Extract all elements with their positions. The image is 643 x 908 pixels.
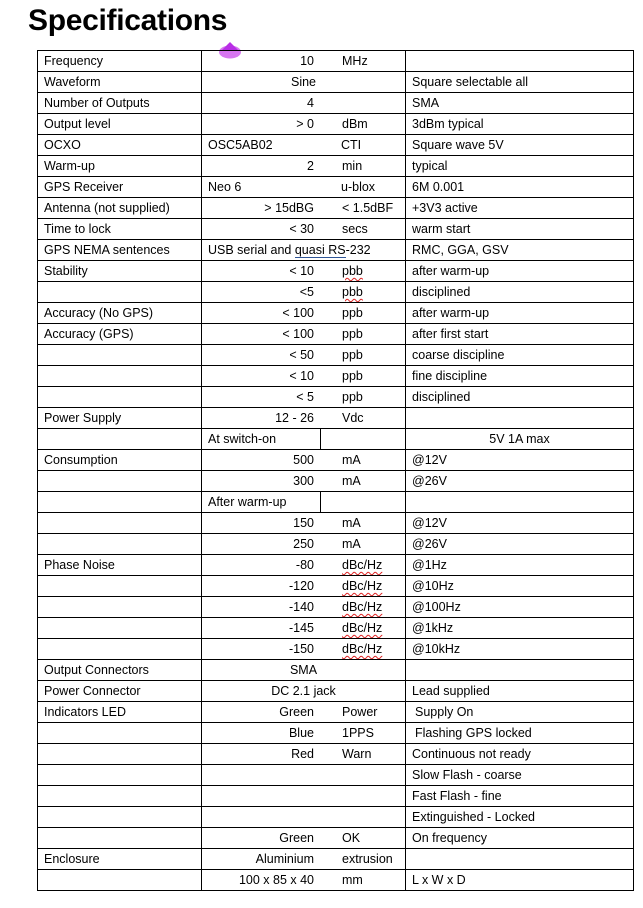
spec-value-cell [202,114,406,135]
spec-note: @12V [406,513,634,534]
spec-label: GPS NEMA sentences [38,240,202,261]
spec-note: after warm-up [406,303,634,324]
spec-label [38,786,202,807]
table-row [38,555,634,576]
table-row [38,807,634,828]
spec-condition: After warm-up [202,492,321,512]
spec-label [38,387,202,408]
spec-unit [314,600,405,614]
spec-note: after warm-up [406,261,634,282]
spec-note: 3dBm typical [406,114,634,135]
spec-value: USB serial and quasi RS-232 [208,243,371,257]
spec-value-cell [202,765,406,786]
table-row [38,408,634,429]
spec-label [38,807,202,828]
spec-note: @10kHz [406,639,634,660]
spec-value-cell [202,219,406,240]
spec-label [38,765,202,786]
table-row [38,156,634,177]
spec-label: Stability [38,261,202,282]
spec-value-cell [202,597,406,618]
spec-value: Red [291,747,314,761]
spec-label: Antenna (not supplied) [38,198,202,219]
spec-label [38,576,202,597]
table-row [38,660,634,681]
spec-value: < 100 [282,327,314,341]
spec-label [38,597,202,618]
spec-label [38,345,202,366]
spec-value: OSC5AB02 [208,138,273,152]
spec-value: Sine [290,75,317,89]
spec-value-cell [202,471,406,492]
spec-value: < 10 [289,369,314,383]
spec-label [38,870,202,891]
spec-note: @26V [406,534,634,555]
spec-value-cell [202,240,406,261]
spec-label [38,366,202,387]
spec-note [406,51,634,72]
table-row [38,324,634,345]
spec-unit [314,642,405,656]
spec-note [406,408,634,429]
spec-value-cell [202,786,406,807]
spec-condition: At switch-on [202,429,321,449]
spec-note: Slow Flash - coarse [406,765,634,786]
spec-value-cell [202,450,406,471]
spec-value: <5 [299,285,314,299]
spec-value-cell [202,345,406,366]
spec-note: SMA [406,93,634,114]
spec-unit: dBm [342,117,368,131]
table-row [38,51,634,72]
spec-value: DC 2.1 jack [271,684,336,698]
table-row [38,786,634,807]
table-row [38,366,634,387]
spec-note: 6M 0.001 [406,177,634,198]
spec-value-cell [202,72,406,93]
table-row [38,849,634,870]
spec-value-cell [202,408,406,429]
spec-value-cell [202,429,406,450]
table-row [38,240,634,261]
spec-value-cell [202,324,406,345]
spec-value-cell [202,261,406,282]
spec-value: -150 [288,642,314,656]
table-row [38,765,634,786]
spec-unit [314,579,405,593]
spec-value-cell [202,555,406,576]
table-row [38,282,634,303]
spec-unit: secs [342,222,368,236]
spec-unit: extrusion [342,852,393,866]
spec-value-cell [202,492,406,513]
spec-value-cell [202,282,406,303]
spec-unit: ppb [342,369,363,383]
spec-note: Flashing GPS locked [406,723,634,744]
spec-value: 150 [293,516,314,530]
spec-note: @1kHz [406,618,634,639]
spec-label: Output level [38,114,202,135]
spec-label: Waveform [38,72,202,93]
table-row [38,702,634,723]
table-row [38,198,634,219]
spec-value-cell [202,366,406,387]
table-row [38,744,634,765]
spec-label: Number of Outputs [38,93,202,114]
spec-value: -145 [288,621,314,635]
spec-value: 100 x 85 x 40 [238,873,314,887]
table-row [38,429,634,450]
table-row [38,345,634,366]
spec-note: @1Hz [406,555,634,576]
spec-value-cell [202,807,406,828]
spec-unit [314,285,405,299]
spec-label [38,513,202,534]
table-row [38,723,634,744]
spec-unit: OK [342,831,361,845]
spec-value: Aluminium [255,852,314,866]
spec-unit: < 1.5dBF [342,201,394,215]
spec-unit: mA [342,516,361,530]
spec-value: -140 [288,600,314,614]
spec-note: Continuous not ready [406,744,634,765]
spec-unit: Warn [342,747,372,761]
spec-note: On frequency [406,828,634,849]
table-row [38,513,634,534]
spec-note: @26V [406,471,634,492]
spec-unit: min [342,159,363,173]
grammar-underline: quasi RS [294,243,346,257]
spec-value: < 50 [289,348,314,362]
spec-note: typical [406,156,634,177]
spec-label: OCXO [38,135,202,156]
spec-unit-text: dBc/Hz [342,600,383,614]
spec-note: Supply On [406,702,634,723]
spec-label: Output Connectors [38,660,202,681]
spec-label: Warm-up [38,156,202,177]
spec-note: RMC, GGA, GSV [406,240,634,261]
spec-value: < 100 [282,306,314,320]
spec-unit: mA [342,453,361,467]
page-title: Specifications [28,4,228,37]
spec-unit: u-blox [341,180,376,194]
spec-label: Power Supply [38,408,202,429]
spec-label [38,471,202,492]
spec-note: fine discipline [406,366,634,387]
spec-note: coarse discipline [406,345,634,366]
spec-value: < 5 [296,390,314,404]
spec-value: -120 [288,579,314,593]
spec-note [406,660,634,681]
table-row [38,576,634,597]
spec-label [38,492,202,513]
spec-note: Extinguished - Locked [406,807,634,828]
spec-value-cell [202,177,406,198]
spec-value-cell [202,744,406,765]
spec-value: > 15dBG [264,201,314,215]
spec-value-cell [202,513,406,534]
spec-value-cell [202,534,406,555]
spec-label: Frequency [38,51,202,72]
spec-label: Consumption [38,450,202,471]
spec-value-cell [202,702,406,723]
spec-value: Green [279,705,314,719]
spec-note: after first start [406,324,634,345]
table-row [38,492,634,513]
table-row [38,114,634,135]
table-row [38,450,634,471]
table-row [38,618,634,639]
spec-unit-text: dBc/Hz [342,558,383,572]
spec-value-cell [202,93,406,114]
spec-note [406,492,634,513]
table-row [38,93,634,114]
spec-unit-text: dBc/Hz [342,579,383,593]
spec-value-cell [202,198,406,219]
table-row [38,534,634,555]
spec-label [38,828,202,849]
spec-value: Green [279,831,314,845]
spec-note: Square wave 5V [406,135,634,156]
spec-value-cell [202,639,406,660]
spec-note: disciplined [406,387,634,408]
table-row [38,261,634,282]
spec-unit-text: pbb [342,285,363,299]
spec-value-cell [202,387,406,408]
spec-note: 5V 1A max [406,429,634,450]
spec-label [38,534,202,555]
table-row [38,597,634,618]
spec-label [38,282,202,303]
spec-label: Accuracy (GPS) [38,324,202,345]
spec-value-cell [202,135,406,156]
spec-label [38,744,202,765]
spec-label: Indicators LED [38,702,202,723]
table-row [38,828,634,849]
spec-note: warm start [406,219,634,240]
table-row [38,681,634,702]
spec-label [38,429,202,450]
spec-value: Neo 6 [208,180,242,194]
spec-note: @12V [406,450,634,471]
spec-note: L x W x D [406,870,634,891]
table-row [38,387,634,408]
spec-label: Enclosure [38,849,202,870]
spec-value: < 10 [289,264,314,278]
spec-note: Square selectable all [406,72,634,93]
spec-unit: Vdc [342,411,364,425]
spec-value-cell [202,849,406,870]
table-row [38,870,634,891]
spec-unit [314,558,405,572]
spec-note: @10Hz [406,576,634,597]
spec-value: 10 [300,54,314,68]
spec-label: Power Connector [38,681,202,702]
spec-note [406,849,634,870]
spec-unit: 1PPS [342,726,374,740]
spec-value: 4 [307,96,314,110]
table-row [38,135,634,156]
spec-note: Lead supplied [406,681,634,702]
spec-value-cell [202,156,406,177]
spec-value-cell [202,828,406,849]
spec-unit: MHz [342,54,368,68]
spec-unit-text: dBc/Hz [342,642,383,656]
spec-value-cell [202,618,406,639]
spec-label: GPS Receiver [38,177,202,198]
spec-note: +3V3 active [406,198,634,219]
spec-unit: CTI [341,138,362,152]
spec-unit: mm [342,873,363,887]
spec-label: Accuracy (No GPS) [38,303,202,324]
spec-note: Fast Flash - fine [406,786,634,807]
spec-unit: ppb [342,348,363,362]
specifications-table [37,50,634,891]
spec-unit: mA [342,474,361,488]
spec-unit: mA [342,537,361,551]
spec-unit [314,621,405,635]
spec-unit-text: dBc/Hz [342,621,383,635]
spec-label [38,723,202,744]
spec-unit: ppb [342,390,363,404]
spec-unit [314,264,405,278]
table-row [38,72,634,93]
table-row [38,219,634,240]
spec-value: 300 [293,474,314,488]
spec-value-cell [202,870,406,891]
spec-note: disciplined [406,282,634,303]
spec-value: 500 [293,453,314,467]
spec-value-cell [202,51,406,72]
table-row [38,303,634,324]
spec-value: SMA [289,663,318,677]
spec-value-cell [202,681,406,702]
table-row [38,639,634,660]
spec-value: > 0 [296,117,314,131]
table-row [38,177,634,198]
spec-label: Time to lock [38,219,202,240]
spec-label [38,639,202,660]
spec-value: Blue [288,726,314,740]
spec-value: < 30 [289,222,314,236]
spec-value-cell [202,576,406,597]
spec-value: 12 - 26 [275,411,314,425]
spec-unit: ppb [342,306,363,320]
spec-value: 250 [293,537,314,551]
spec-value-cell [202,303,406,324]
spec-value-cell [202,660,406,681]
spec-unit: ppb [342,327,363,341]
spec-value: 2 [307,159,314,173]
spec-label [38,618,202,639]
spec-value: -80 [295,558,314,572]
spec-unit: Power [342,705,378,719]
spec-note: @100Hz [406,597,634,618]
spec-label: Phase Noise [38,555,202,576]
table-row [38,471,634,492]
spec-unit-text: pbb [342,264,363,278]
spec-value-cell [202,723,406,744]
